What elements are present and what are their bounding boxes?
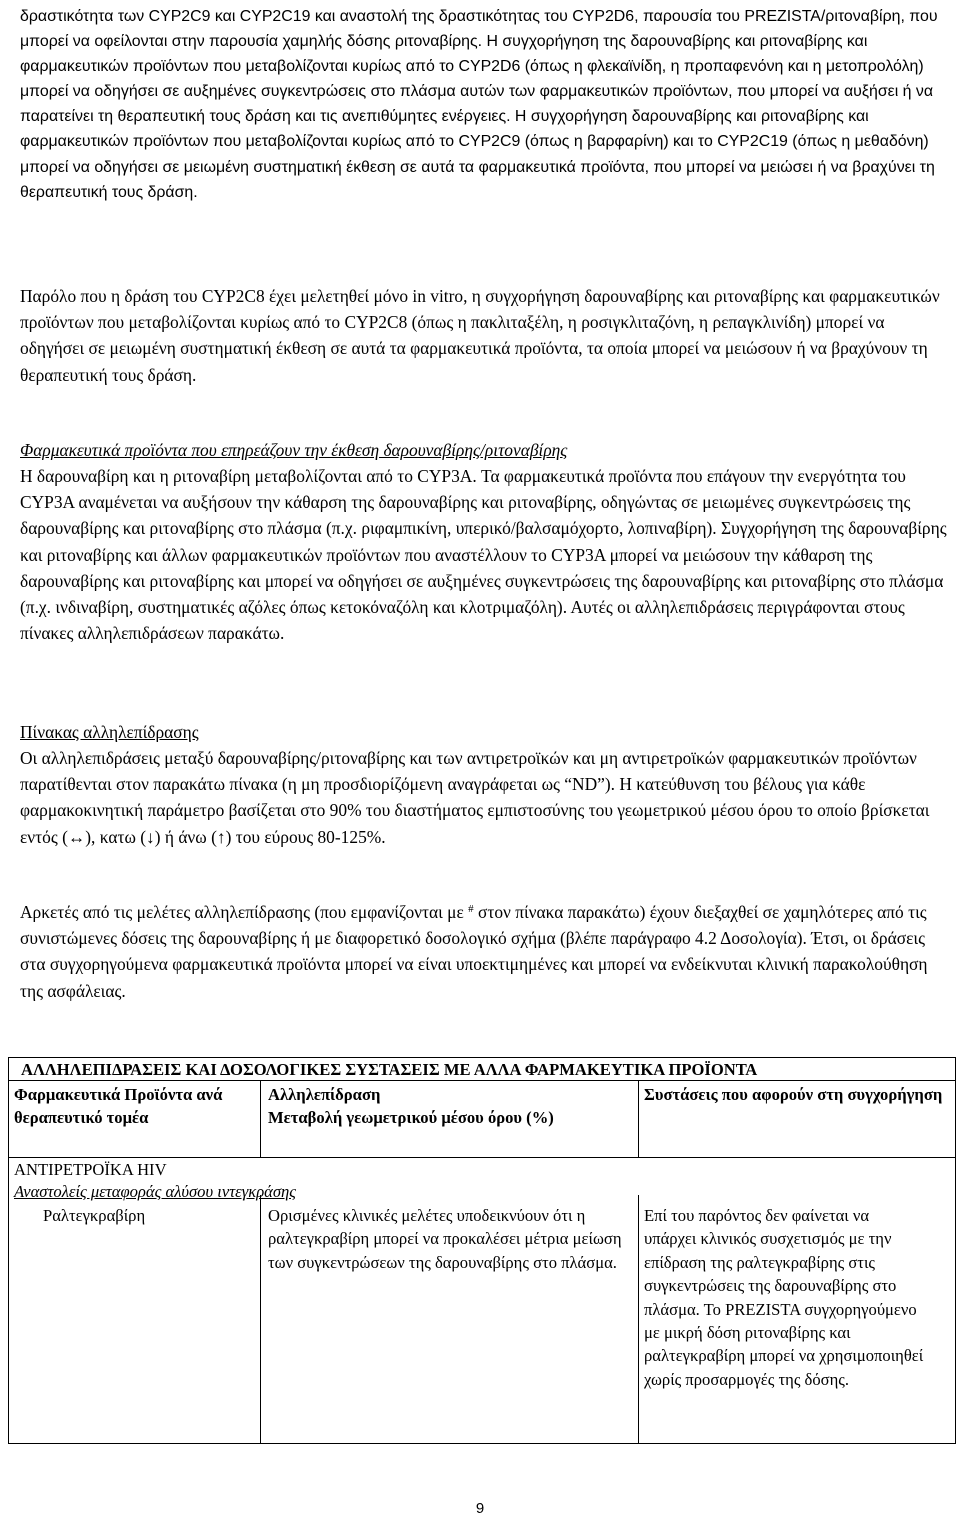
column-header-interaction-line1: Αλληλεπίδραση [268, 1085, 381, 1104]
paragraph-text-before-mark: Αρκετές από τις μελέτες αλληλεπίδρασης (που εμφανίζονται με [20, 902, 469, 922]
table-row-drug: Ραλτεγκραβίρη [43, 1206, 146, 1225]
table-line [638, 1080, 639, 1157]
column-header-interaction-line2: Μεταβολή γεωμετρικού μέσου όρου (%) [268, 1108, 554, 1128]
table-line [260, 1195, 261, 1443]
paragraph-cyp2c8: Παρόλο που η δράση του CYP2C8 έχει μελετηθεί μόνο in vitro, η συγχορήγηση δαρουναβίρης και ριτοναβίρης και φαρμακευτικών προϊόντων που μεταβολίζονται κυρίως από το CYP2C8 (όπως η πακλιταξέλη, η ροσιγκλιταζόνη, η ρεπαγκλινίδη) μπορεί να οδηγήσει σε μειωμένη συστηματική έκθεση σε αυτά τα φαρμακευτικά προϊόντα, τα οποία μπορεί να μειώσουν ή να βραχύνουν τη θεραπευτική τους δράση. [20, 286, 940, 385]
paragraph-text-after-mark: στον πίνακα παρακάτω) έχουν διεξαχθεί σε χαμηλότερες από τις συνιστώμενες δόσεις της δαρουναβίρης ή με διαφορετικό δοσολογικό σχήμα (βλέπε παράγραφο 4.2 Δοσολογία). Έτσι, οι δράσεις στα συγχορηγούμενα φαρμακευτικά προϊόντα μπορεί να είναι υποεκτιμημένες και μπορεί να ενδείκνυται κλινική παρακολούθηση της ασφάλειας. [20, 902, 928, 1001]
paragraph-cyp-metabolism: δραστικότητα των CYP2C9 και CYP2C19 και αναστολή της δραστικότητας του CYP2D6, παρουσία του PREZISTA/ριτοναβίρη, που μπορεί να οφείλονται στην παρουσία χαμηλής δόσης ριτοναβίρης. Η συγχορήγηση της δαρουναβίρης και ριτοναβίρης και φαρμακευτικών προϊόντων που μεταβολίζονται κυρίως από το CYP2D6 (όπως η φλεκαϊνίδη, η προπαφενόνη και η μετοπρολόλη) μπορεί να οδηγήσει σε αυξημένες συγκεντρώσεις στο πλάσμα αυτών των φαρμακευτικών προϊόντων, που μπορεί να αυξήσει ή να παρατείνει τη θεραπευτική τους δράση και τις ανεπιθύμητες ενέργειες. Η συγχορήγηση δαρουναβίρης και ριτοναβίρης και φαρμακευτικών προϊόντων που μεταβολίζονται κυρίως από το CYP2C9 (όπως η βαρφαρίνη) και το CYP2C19 (όπως η μεθαδόνη) μπορεί να οδηγήσει σε μειωμένη συστηματική έκθεση σε αυτά τα φαρμακευτικά προϊόντα, που μπορεί να μειώσει ή να βραχύνει τη θεραπευτική τους δράση. [20, 8, 938, 201]
column-header-products: Φαρμακευτικά Προϊόντα ανά θεραπευτικό τομέα [14, 1085, 223, 1128]
table-row-interaction: Ορισμένες κλινικές μελέτες υποδεικνύουν ότι η ραλτεγκραβίρη μπορεί να προκαλέσει μέτρια μείωση των συγκεντρώσεων της δαρουναβίρης στο πλάσμα. [268, 1206, 622, 1272]
table-title: ΑΛΛΗΛΕΠΙΔΡΑΣΕΙΣ ΚΑΙ ΔΟΣΟΛΟΓΙΚΕΣ ΣΥΣΤΑΣΕΙΣ ΜΕ ΑΛΛΑ ΦΑΡΜΑΚΕΥΤΙΚΑ ΠΡΟΪΟΝΤΑ [21, 1060, 758, 1079]
table-section-antiretrovirals: ΑΝΤΙΡΕΤΡΟΪΚΑ HIV [14, 1160, 167, 1179]
table-line [638, 1195, 639, 1443]
page-number: 9 [475, 1500, 485, 1517]
interactions-table [8, 1057, 956, 1444]
column-header-recommendations: Συστάσεις που αφορούν στη συγχορήγηση [644, 1085, 943, 1104]
hash-mark: # [468, 903, 474, 915]
table-line [260, 1080, 261, 1157]
paragraph-table-explanation: Οι αλληλεπιδράσεις μεταξύ δαρουναβίρης/ριτοναβίρης και των αντιρετροϊκών και μη αντιρετροϊκών φαρμακευτικών προϊόντων παρατίθενται στον παρακάτω πίνακα (η μη προσδιορίζόμενη αναγράφεται ως “ND”). Η κατεύθυνση του βέλους για κάθε φαρμακοκινητική παράμετρο βασίζεται στο 90% του διαστήματος εμπιστοσύνης του γεωμετρικού μέσου όρου το οποίο βρίσκεται εντός (↔), κατω (↓) ή άνω (↑) του εύρους 80-125%. [20, 748, 930, 847]
table-row-recommendation: Επί του παρόντος δεν φαίνεται να υπάρχει κλινικός συσχετισμός με την επίδραση της ραλτεγκραβίρης στις συγκεντρώσεις της δαρουναβίρης στο πλάσμα. Το PREZISTA συγχορηγούμενο με μικρή δόση ριτοναβίρης και ραλτεγκραβίρη μπορεί να χρησιμοποιηθεί χωρίς προσαρμογές της δόσης. [644, 1206, 924, 1389]
table-subsection-integrase-inhibitors: Αναστολείς μεταφοράς αλύσου ιντεγκράσης [14, 1182, 297, 1201]
section-heading-affecting-exposure: Φαρμακευτικά προϊόντα που επηρεάζουν την έκθεση δαρουναβίρης/ριτοναβίρης [20, 440, 568, 460]
paragraph-interaction-studies [20, 899, 950, 1004]
paragraph-cyp3a: Η δαρουναβίρη και η ριτοναβίρη μεταβολίζονται από το CYP3A. Τα φαρμακευτικά προϊόντα που επάγουν την ενεργότητα του CYP3A αναμένεται να αυξήσουν την κάθαρση της δαρουναβίρης και ριτοναβίρης, οδηγώντας σε μειωμένες συγκεντρώσεις της δαρουναβίρης και ριτοναβίρης στο πλάσμα (π.χ. ριφαμπικίνη, υπερικό/βαλσαμόχορτο, λοπιναβίρη). Συγχορήγηση της δαρουναβίρης και ριτοναβίρης και άλλων φαρμακευτικών προϊόντων που αναστέλλουν το CYP3A μπορεί να μειώσουν την κάθαρση της δαρουναβίρης και ριτοναβίρης και μπορεί να οδηγήσει σε αυξημένες συγκεντρώσεις της δαρουναβίρης και ριτοναβίρης στο πλάσμα (π.χ. ινδιναβίρη, συστηματικές αζόλες όπως κετοκόναζόλη και κλοτριμαζόλη). Αυτές οι αλληλεπιδράσεις περιγράφονται στους πίνακες αλληλεπιδράσεων παρακάτω. [20, 466, 947, 644]
column-header-interaction [268, 1083, 633, 1130]
section-heading-interaction-table: Πίνακας αλληλεπίδρασης [20, 722, 199, 742]
